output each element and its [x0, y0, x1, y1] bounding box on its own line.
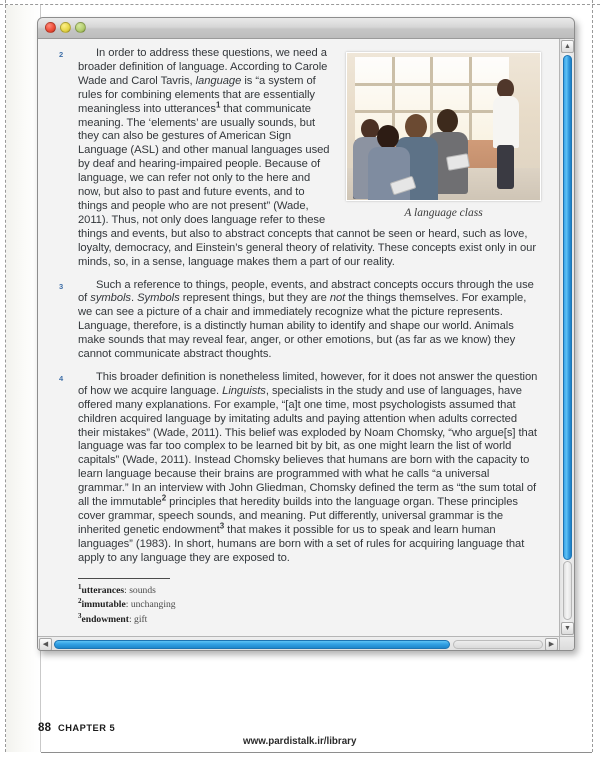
- footnote-marker: 3: [78, 612, 82, 621]
- footnote-term: endowment: [81, 614, 129, 626]
- minimize-button[interactable]: [60, 22, 71, 33]
- page-crop-top-edge: [0, 4, 600, 5]
- footnote-term: utterances: [81, 584, 125, 596]
- paragraph-text: This broader definition is nonetheless limited, however, for it does not answer the question of how we acquire language. Linguists, specialists in the study and use of languages, have offered many explanations. For example, “[a]t one time, most psychologists assumed that children acquired language by imitating adults and paying attention when adults corrected their mistakes” (Wade, 2011). This belief was exploded by Noam Chomsky, “who argue[s] that language was far too complex to be learned bit by bit, as one might learn the list of world capitals” (Wade, 2011). Instead Chomsky believes that humans are born with the capacity to learn language because their brains are programmed with what he calls “a universal grammar.” In an interview with John Gliedman, Chomsky defined the term as “the sum total of all the immutable$^2$ principles that heredity builds into the language organ. These principles cover grammar, speech sounds, and meaning. Put differently, universal grammar is the inherited genetic endowment$^3$ that makes it possible for us to speak and learn human languages” (1983). In short, humans are born with a set of rules for acquiring language that apply to any language they are exposed to.: [78, 370, 538, 564]
- document-page: [38, 39, 559, 636]
- document-viewport[interactable]: [38, 39, 559, 636]
- paragraph-text: In order to address these questions, we need a broader definition of language. According to Carole Wade and Carol Tavris, language is “a system of rules for combining elements that are essentially meaningless into utterances$^1$ that communicate meaning. The ‘elements’ are usually sounds, but they can also be gestures of American Sign Language (ASL) and other manual languages used by deaf and hearing-impaired people. Because of language, we can refer not only to the here and now, but also to past and future events, and to things and people who are not present” (Wade, 2011). Thus, not only does language refer to these things and events, but also to abstract concepts that cannot be seen or heard, such as love, loyalty, democracy, and Einstein’s general theory of relativity. These concepts exist only in our minds, so, in a sense, language makes them a part of our reality.: [78, 47, 537, 268]
- scroll-right-arrow-icon[interactable]: ▶: [545, 638, 558, 651]
- footnote-definition: sounds: [129, 584, 156, 596]
- footnote-section: [78, 575, 228, 626]
- page-footer: [0, 722, 600, 752]
- footnote-marker: 1: [78, 582, 82, 591]
- footnote-item: $^1$utterances: sounds: [78, 582, 156, 596]
- footnote-item: $^3$endowment: gift: [78, 612, 148, 626]
- source-url: www.pardistalk.ir/library: [243, 736, 357, 747]
- document-viewer-window: [37, 17, 575, 651]
- paragraph-3: [59, 278, 541, 362]
- figure-caption: A language class: [404, 207, 483, 219]
- paragraph-text: Such a reference to things, people, events, and abstract concepts occurs through the use of symbols. Symbols represent things, but they are not the things themselves. For example, we can see a picture of a chair and immediately recognize what the picture represents. Language, therefore, is a distinctly human ability to identify and shape our world. Animals make sounds that may reveal fear, anger, or other emotions, but (as far as we know) they cannot communicate abstract thoughts.: [78, 278, 534, 361]
- zoom-button[interactable]: [75, 22, 86, 33]
- horizontal-scrollbar-thumb[interactable]: [54, 640, 450, 649]
- paragraph-2: [59, 47, 541, 270]
- footnote-marker: 2: [78, 597, 82, 606]
- paragraph-number: 2: [59, 50, 64, 59]
- footnote-definition: unchanging: [130, 599, 176, 611]
- scroll-down-arrow-icon[interactable]: ▼: [561, 622, 574, 635]
- window-title-bar[interactable]: [38, 18, 574, 39]
- page-gutter-shadow: [6, 5, 40, 752]
- page-number: 88: [38, 722, 52, 734]
- footnote-definition: gift: [134, 614, 148, 626]
- vertical-scrollbar[interactable]: [559, 39, 574, 636]
- paragraph-number: 3: [59, 281, 64, 291]
- page-footer-rule: [41, 752, 592, 753]
- footnote-term: immutable: [81, 599, 126, 611]
- scroll-left-arrow-icon[interactable]: ◀: [39, 638, 52, 651]
- page-crop-right-edge: [592, 0, 593, 752]
- footnote-separator: [78, 578, 170, 579]
- paragraph-number: 4: [59, 373, 64, 383]
- vertical-scrollbar-thumb[interactable]: [563, 55, 572, 560]
- window-body: [38, 39, 574, 651]
- window-resize-handle[interactable]: [559, 636, 574, 651]
- paragraph-4: [59, 370, 541, 566]
- chapter-label: CHAPTER 5: [58, 723, 116, 733]
- horizontal-scrollbar-track[interactable]: [453, 640, 543, 649]
- window-controls: [45, 22, 86, 33]
- scroll-up-arrow-icon[interactable]: ▲: [561, 40, 574, 53]
- close-button[interactable]: [45, 22, 56, 33]
- footnote-item: $^2$immutable: unchanging: [78, 597, 176, 611]
- vertical-scrollbar-track[interactable]: [563, 561, 572, 620]
- horizontal-scrollbar[interactable]: [38, 636, 559, 651]
